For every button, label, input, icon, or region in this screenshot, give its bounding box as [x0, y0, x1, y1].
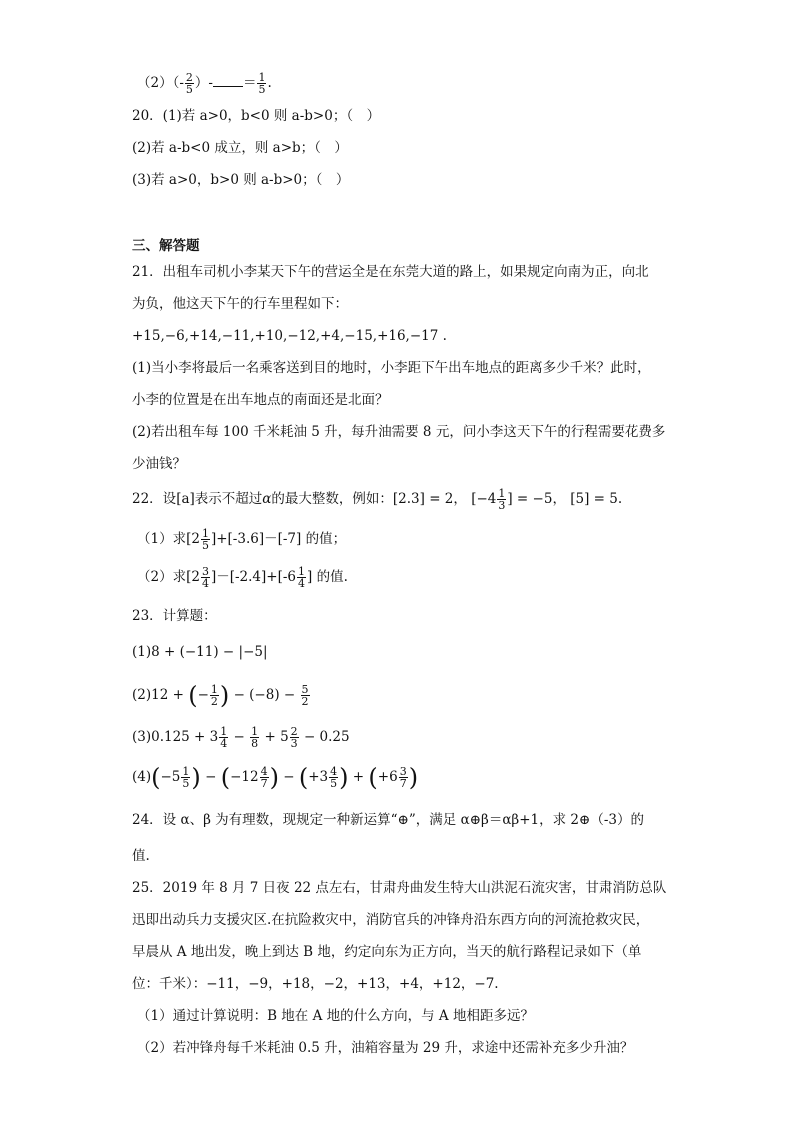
q22-q2-frac-1 — [201, 566, 210, 589]
paren-open: ( — [298, 763, 309, 792]
paren-close: ) — [269, 763, 279, 792]
q23-e3-c: + 5 — [260, 729, 289, 745]
frac-num: 1 — [298, 565, 306, 578]
q19-fraction-1 — [185, 72, 194, 95]
frac-num: 3 — [201, 565, 209, 578]
q23-e3-frac-1 — [219, 726, 228, 749]
q22-intro: 22．设[a]表示不超过α的最大整数，例如：[2.3] = 2， [−4 $\frac{1}{3}$ ] = −5， [5] = 5. — [132, 487, 623, 512]
frac-num: 2 — [185, 71, 193, 84]
q22-example-2-frac — [497, 488, 506, 511]
frac-num: 1 — [182, 765, 190, 778]
q19-end: . — [267, 75, 272, 91]
paren-close: ) — [219, 681, 230, 710]
frac-num: 1 — [258, 71, 266, 84]
q23-e3-a: (3)0.125 + 3 — [132, 729, 219, 745]
q22-intro-c: 的最大整数，例如： — [271, 491, 393, 507]
frac-den: 5 — [182, 777, 190, 790]
frac-num: 2 — [290, 725, 298, 738]
q22-example-2-pre: [−4 — [471, 491, 497, 507]
q23-e4-frac-3 — [329, 766, 338, 789]
q22-alpha: α — [262, 491, 272, 507]
frac-den: 8 — [251, 737, 259, 750]
q22-example-2-post: ] = −5 — [507, 491, 553, 507]
frac-num: 4 — [260, 765, 268, 778]
q25-line-1: 25．2019 年 8 月 7 日夜 22 点左右，甘肃舟曲发生特大山洪泥石流灾害，甘肃消防总队 — [132, 880, 667, 896]
q23-expr-4: (4)(−5 $\frac{1}{5}$ ) − (−12 $\frac{4}{7}$ ) − (+3 $\frac{4}{5}$ ) + (+6 $\frac{3}{7}$ ) — [132, 763, 419, 792]
q22-part1 — [137, 528, 346, 551]
frac-den: 7 — [399, 777, 407, 790]
q23-e4-t3: +3 — [308, 769, 329, 785]
q24-line-1: 24．设 α、β 为有理数，现规定一种新运算“⊕”，满足 α⊕β＝αβ+1，求 2⊕（-3）的 — [132, 812, 644, 828]
q21-line-1: 21．出租车司机小李某天下午的营运全是在东莞大道的路上，如果规定向南为正，向北 — [132, 264, 649, 280]
q23-e3-frac-3 — [290, 726, 299, 749]
paren-open: ( — [188, 681, 198, 710]
q19-prefix: （2）（- — [137, 75, 184, 91]
q23-e4-frac-1 — [181, 766, 190, 789]
q22-example-3: [5] = 5 — [570, 491, 618, 507]
paren-close: ) — [408, 763, 419, 792]
frac-num: 1 — [210, 683, 218, 696]
q22-q2-mid: ]－[-2.4]+[-6 — [210, 569, 297, 585]
paren-open: ( — [368, 763, 378, 792]
frac-den: 5 — [330, 777, 338, 790]
q21-line-3: +15,−6,+14,−11,+10,−12,+4,−15,+16,−17 . — [132, 328, 447, 344]
q23-e3-frac-2 — [250, 726, 259, 749]
q21-line-7: 少油钱？ — [132, 456, 186, 472]
q22-q1-rest: ]+[-3.6]－[-7] 的值； — [210, 531, 347, 547]
q23-e2-b: − (−8) − — [233, 687, 300, 703]
paren-open: ( — [220, 763, 231, 792]
q23-e3-b: − — [229, 729, 250, 745]
paren-close: ) — [339, 763, 349, 792]
paren-open: ( — [151, 763, 161, 792]
frac-den: 5 — [201, 539, 209, 552]
q23-expr-2: (2)12 + (− $\frac{1}{2}$ ) − (−8) − $\frac{5}{2}$ — [132, 681, 309, 710]
q25-line-5: （1）通过计算说明：B 地在 A 地的什么方向，与 A 地相距多远？ — [137, 1008, 534, 1024]
frac-den: 4 — [201, 577, 209, 590]
q23-e4-frac-2 — [260, 766, 269, 789]
q21-line-2: 为负，他这天下午的行车里程如下： — [132, 296, 348, 312]
q19-part2 — [137, 72, 272, 95]
q21-line-4: (1)当小李将最后一名乘客送到目的地时，小李距下午出车地点的距离多少千米？此时， — [132, 360, 651, 376]
q22-part2 — [137, 566, 348, 589]
q23-e2-frac-2 — [301, 684, 310, 707]
q22-q2-end: ] 的值. — [307, 569, 348, 585]
q23-e2-a: (2)12 + — [132, 687, 189, 703]
frac-num: 5 — [301, 683, 309, 696]
q23-expr-1: (1)8 + (−11) − |−5| — [132, 644, 268, 660]
q25-line-2: 迅即出动兵力支援灾区.在抗险救灾中，消防官兵的冲锋舟沿东西方向的河流抢救灾民， — [132, 912, 650, 928]
q21-line-5: 小李的位置是在出车地点的南面还是北面？ — [132, 392, 389, 408]
q24-line-2: 值. — [132, 848, 150, 864]
frac-num: 1 — [201, 527, 209, 540]
frac-den: 7 — [260, 777, 268, 790]
q23-e4-frac-4 — [399, 766, 408, 789]
q25-line-3: 早晨从 A 地出发，晚上到达 B 地，约定向东为正方向，当天的航行路程记录如下（单 — [132, 944, 642, 960]
q22-intro-a: 22．设 — [132, 491, 177, 507]
q23-e2-frac-1 — [210, 684, 219, 707]
frac-den: 2 — [210, 695, 218, 708]
q23-e4-a: (4) — [132, 769, 152, 785]
frac-num: 1 — [251, 725, 259, 738]
q20-line-3: (3)若 a>0，b>0 则 a-b>0；（ ） — [132, 172, 350, 188]
q20-line-2: (2)若 a-b<0 成立，则 a>b；（ ） — [132, 140, 348, 156]
frac-den: 3 — [498, 499, 506, 512]
frac-num: 3 — [399, 765, 407, 778]
frac-num: 1 — [498, 487, 506, 500]
q20-line-1: 20．(1)若 a>0，b<0 则 a-b>0；（ ） — [132, 108, 381, 124]
frac-den: 5 — [258, 83, 266, 96]
answer-blank — [213, 74, 243, 87]
q22-q1-pre: （1）求[2 — [137, 531, 200, 547]
q19-fraction-2 — [257, 72, 266, 95]
q22-q2-pre: （2）求[2 — [137, 569, 200, 585]
section-heading: 三、解答题 — [132, 238, 200, 254]
q23-title: 23．计算题： — [132, 608, 217, 624]
frac-den: 5 — [185, 83, 193, 96]
frac-num: 4 — [330, 765, 338, 778]
q25-line-4: 位：千米）：−11，−9，+18，−2，+13，+4，+12，−7. — [132, 976, 499, 992]
q23-e4-t4: +6 — [377, 769, 398, 785]
q23-e4-t1: −5 — [160, 769, 181, 785]
q23-e4-t2: −12 — [230, 769, 259, 785]
frac-den: 3 — [290, 737, 298, 750]
q21-line-6: (2)若出租车每 100 千米耗油 5 升，每升油需要 8 元，问小李这天下午的行程需要花费多 — [132, 424, 666, 440]
q25-line-6: （2）若冲锋舟每千米耗油 0.5 升，油箱容量为 29 升，求途中还需补充多少升油？ — [137, 1040, 634, 1056]
q19-eq: ＝ — [242, 75, 257, 91]
frac-den: 2 — [301, 695, 309, 708]
q23-expr-3 — [132, 726, 350, 749]
q22-intro-b: 表示不超过 — [194, 491, 263, 507]
q19-after: ）- — [194, 75, 213, 91]
frac-num: 1 — [220, 725, 228, 738]
q22-q1-frac — [201, 528, 210, 551]
frac-den: 4 — [298, 577, 306, 590]
q22-example-1: [2.3] = 2 — [392, 491, 454, 507]
q22-q2-frac-2 — [297, 566, 306, 589]
q23-e3-d: − 0.25 — [299, 729, 350, 745]
q22-symbol: [a] — [176, 491, 195, 507]
paren-close: ) — [191, 763, 201, 792]
frac-den: 4 — [220, 737, 228, 750]
